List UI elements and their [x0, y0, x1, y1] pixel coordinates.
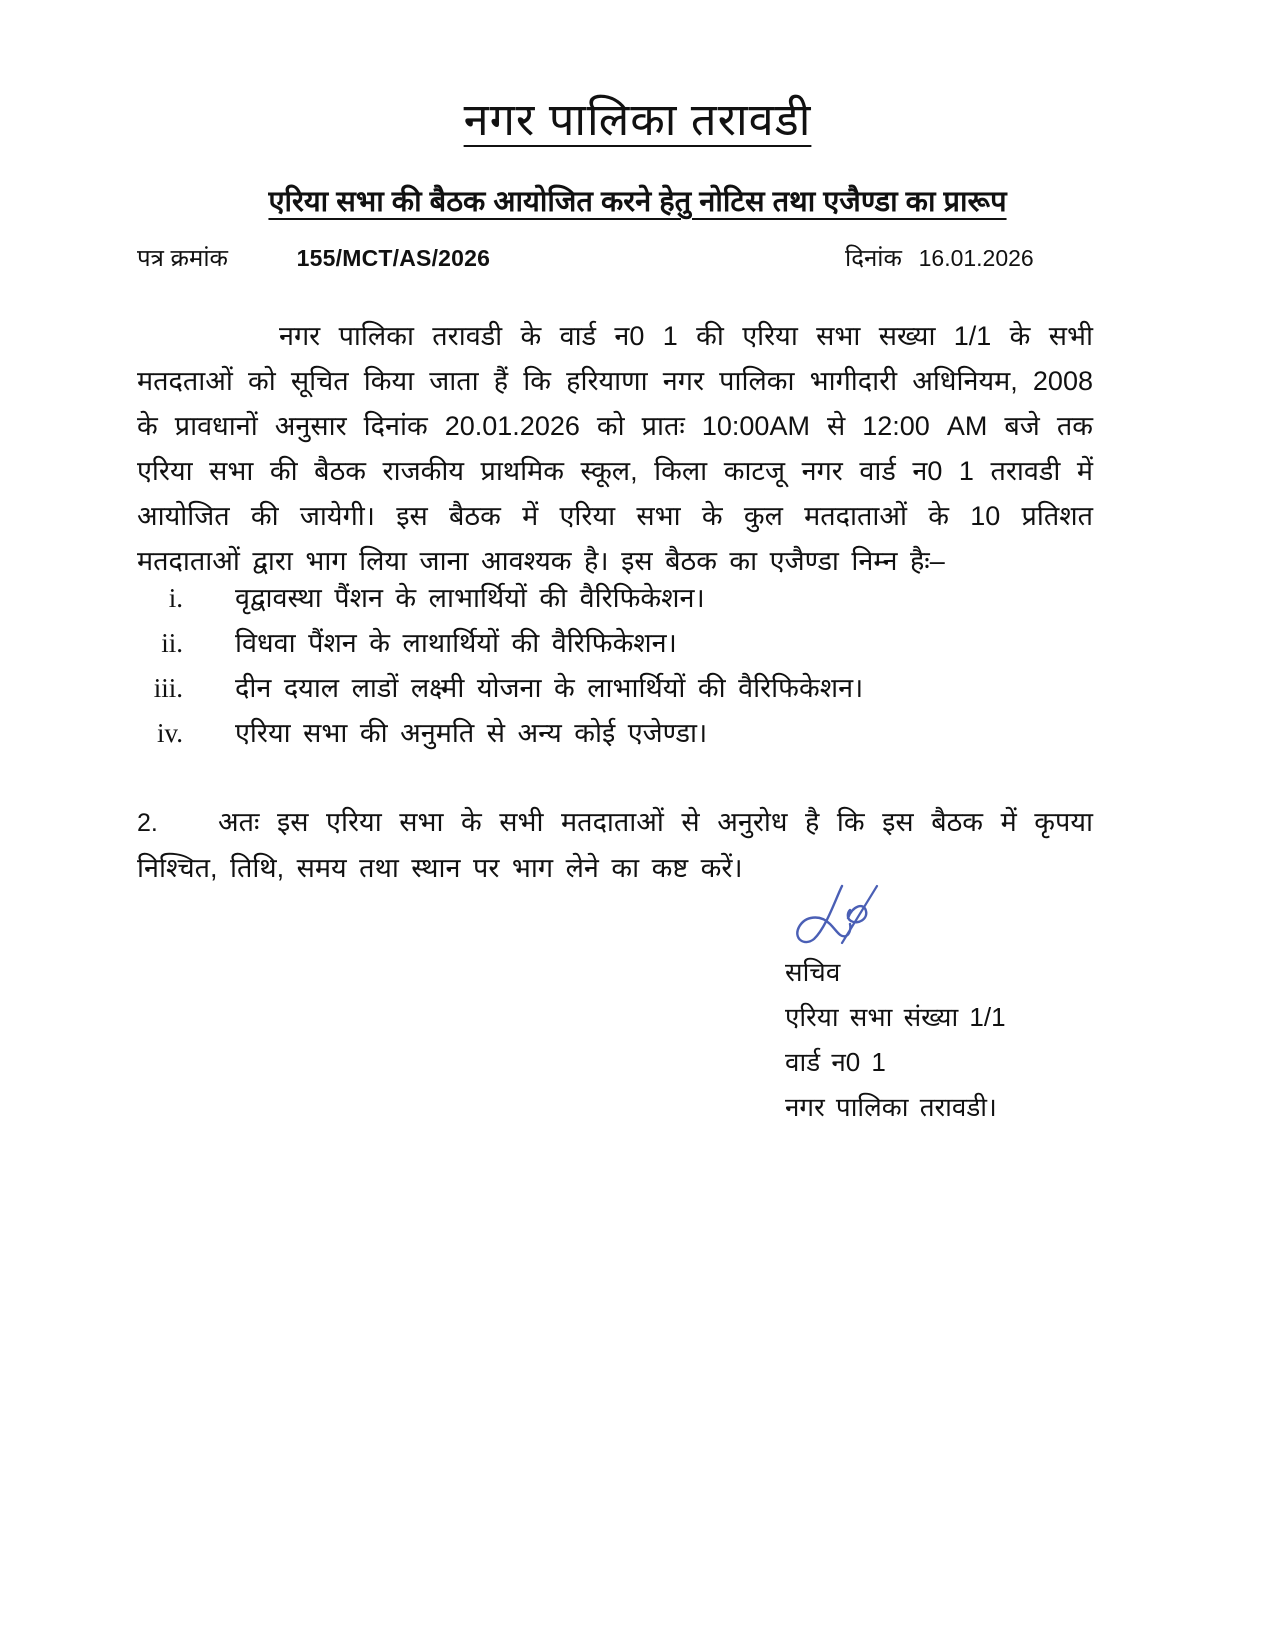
- date-group: [845, 241, 1034, 274]
- reference-row: [137, 241, 1093, 274]
- agenda-item-text: वृद्वावस्था पैंशन के लाभार्थियों की वैरिफिकेशन।: [235, 583, 705, 613]
- agenda-item-text: विधवा पैंशन के लाथार्थियों की वैरिफिकेशन।: [235, 628, 677, 658]
- agenda-item-marker: i.: [168, 583, 183, 613]
- agenda-item-text: दीन दयाल लाडों लक्ष्मी योजना के लाभार्थियों की वैरिफिकेशन।: [235, 673, 864, 703]
- agenda-item: [137, 713, 1093, 758]
- date-value: 16.01.2026: [918, 245, 1034, 271]
- page-title: नगर पालिका तरावडी: [463, 94, 812, 145]
- signatory-ward: वार्ड न0 1: [785, 1047, 886, 1077]
- paragraph-number: 2.: [137, 809, 158, 837]
- agenda-item: [137, 623, 1093, 668]
- letter-number-label: पत्र क्रमांक: [137, 245, 228, 272]
- agenda-item-text: एरिया सभा की अनुमति से अन्य कोई एजेण्डा।: [235, 718, 708, 748]
- signatory-municipality: नगर पालिका तरावडी।: [785, 1092, 997, 1122]
- agenda-list: [137, 578, 1093, 758]
- agenda-item-marker: iii.: [153, 673, 183, 703]
- closing-paragraph-text: अतः इस एरिया सभा के सभी मतदाताओं से अनुरोध है कि इस बैठक में कृपया निश्चित, तिथि, समय तथा स्थान पर भाग लेने का कष्ट करें।: [137, 807, 1093, 883]
- agenda-item-marker: iv.: [157, 718, 183, 748]
- date-label: दिनांक: [845, 245, 902, 272]
- intro-paragraph: नगर पालिका तरावडी के वार्ड न0 1 की एरिया सभा सख्या 1/1 के सभी मतदताओं को सूचित किया जाता हैं कि हरियाणा नगर पालिका भागीदारी अधिनियम, 2008 के प्रावधानों अनुसार दिनांक 20.01.2026 को प्रातः 10:00AM से 12:00 AM बजे तक एरिया सभा की बैठक राजकीय प्राथमिक स्कूल, किला काटजू नगर वार्ड न0 1 तरावडी में आयोजित की जायेगी। इस बैठक में एरिया सभा के कुल मतदाताओं के 10 प्रतिशत मतदाताओं द्वारा भाग लिया जाना आवश्यक है। इस बैठक का एजैण्डा निम्न हैः–: [137, 321, 1093, 576]
- signature-scribble-icon: [790, 880, 880, 948]
- letter-number-value: 155/MCT/AS/2026: [296, 245, 491, 271]
- agenda-item-marker: ii.: [161, 628, 183, 658]
- agenda-item: [137, 578, 1093, 623]
- document-subtitle: एरिया सभा की बैठक आयोजित करने हेतु नोटिस तथा एजैण्डा का प्रारूप: [268, 186, 1007, 218]
- signatory-area-sabha: एरिया सभा संख्या 1/1: [785, 1002, 1006, 1032]
- signature-block: [785, 880, 1125, 1130]
- agenda-item: [137, 668, 1093, 713]
- signature-lines: [785, 950, 1125, 1130]
- signatory-designation: सचिव: [785, 957, 841, 987]
- closing-paragraph: [137, 800, 1093, 891]
